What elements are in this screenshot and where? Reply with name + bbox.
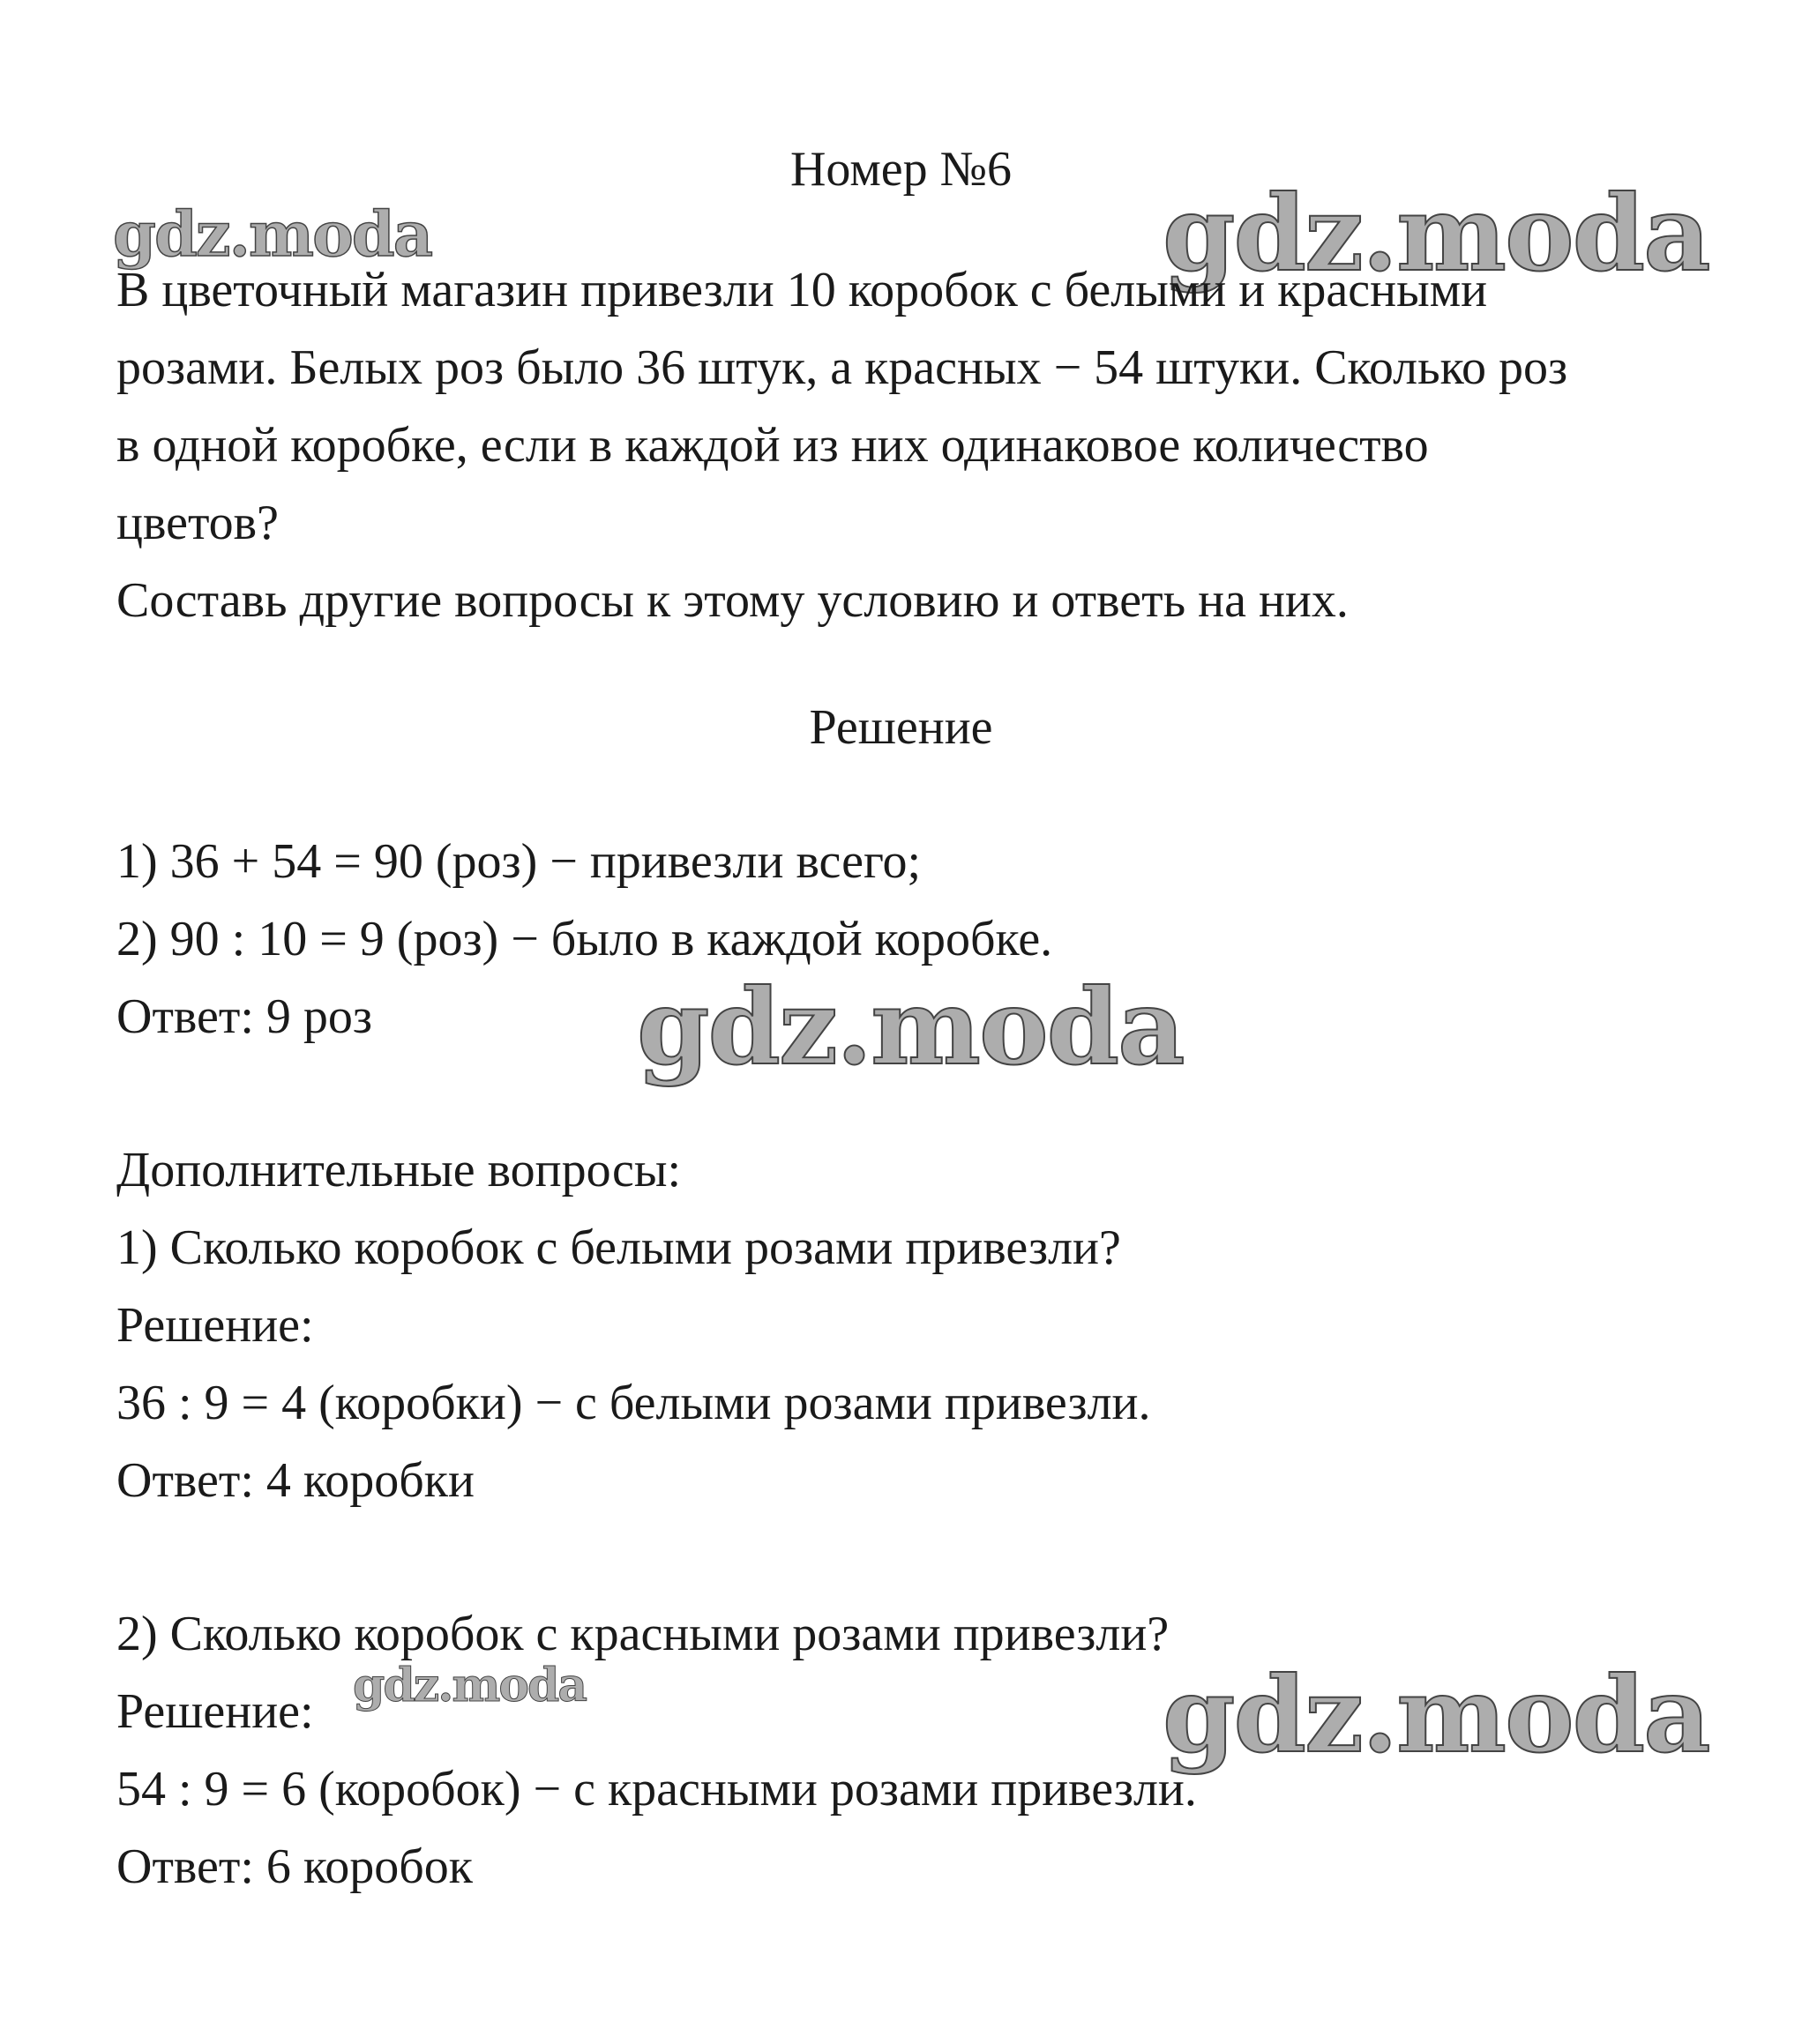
- problem-line: в одной коробке, если в каждой из них одинаковое количество: [116, 418, 1429, 473]
- watermark-logo: gdz.moda: [113, 198, 432, 271]
- watermark-logo: gdz.moda: [637, 966, 1184, 1088]
- answer-line: Ответ: 4 коробки: [116, 1453, 475, 1508]
- extra-questions-heading: Дополнительные вопросы:: [116, 1143, 682, 1197]
- solution-label: Решение:: [116, 1298, 314, 1353]
- watermark-logo: gdz.moda: [1163, 172, 1709, 295]
- watermark-logo: gdz.moda: [1163, 1653, 1709, 1776]
- solution-line: 54 : 9 = 6 (коробок) − с красными розами привезли.: [116, 1762, 1197, 1816]
- watermark-logo: gdz.moda: [353, 1659, 587, 1712]
- answer-line: Ответ: 6 коробок: [116, 1839, 473, 1894]
- answer-line: Ответ: 9 роз: [116, 989, 373, 1044]
- solution-line: 2) 90 : 10 = 9 (роз) − было в каждой коробке.: [116, 912, 1053, 966]
- question-line: 2) Сколько коробок с красными розами привезли?: [116, 1607, 1170, 1661]
- problem-line: В цветочный магазин привезли 10 коробок с белыми и красными: [116, 263, 1488, 317]
- problem-line: цветов?: [116, 496, 279, 550]
- page-heading: Номер №6: [789, 142, 1013, 197]
- question-line: 1) Сколько коробок с белыми розами привезли?: [116, 1220, 1121, 1275]
- solution-label: Решение:: [116, 1684, 314, 1739]
- problem-line: Составь другие вопросы к этому условию и ответь на них.: [116, 573, 1349, 628]
- solution-heading: Решение: [809, 700, 993, 755]
- solution-line: 36 : 9 = 4 (коробки) − с белыми розами привезли.: [116, 1376, 1151, 1430]
- solution-line: 1) 36 + 54 = 90 (роз) − привезли всего;: [116, 834, 922, 889]
- problem-line: розами. Белых роз было 36 штук, а красных − 54 штуки. Сколько роз: [116, 340, 1568, 395]
